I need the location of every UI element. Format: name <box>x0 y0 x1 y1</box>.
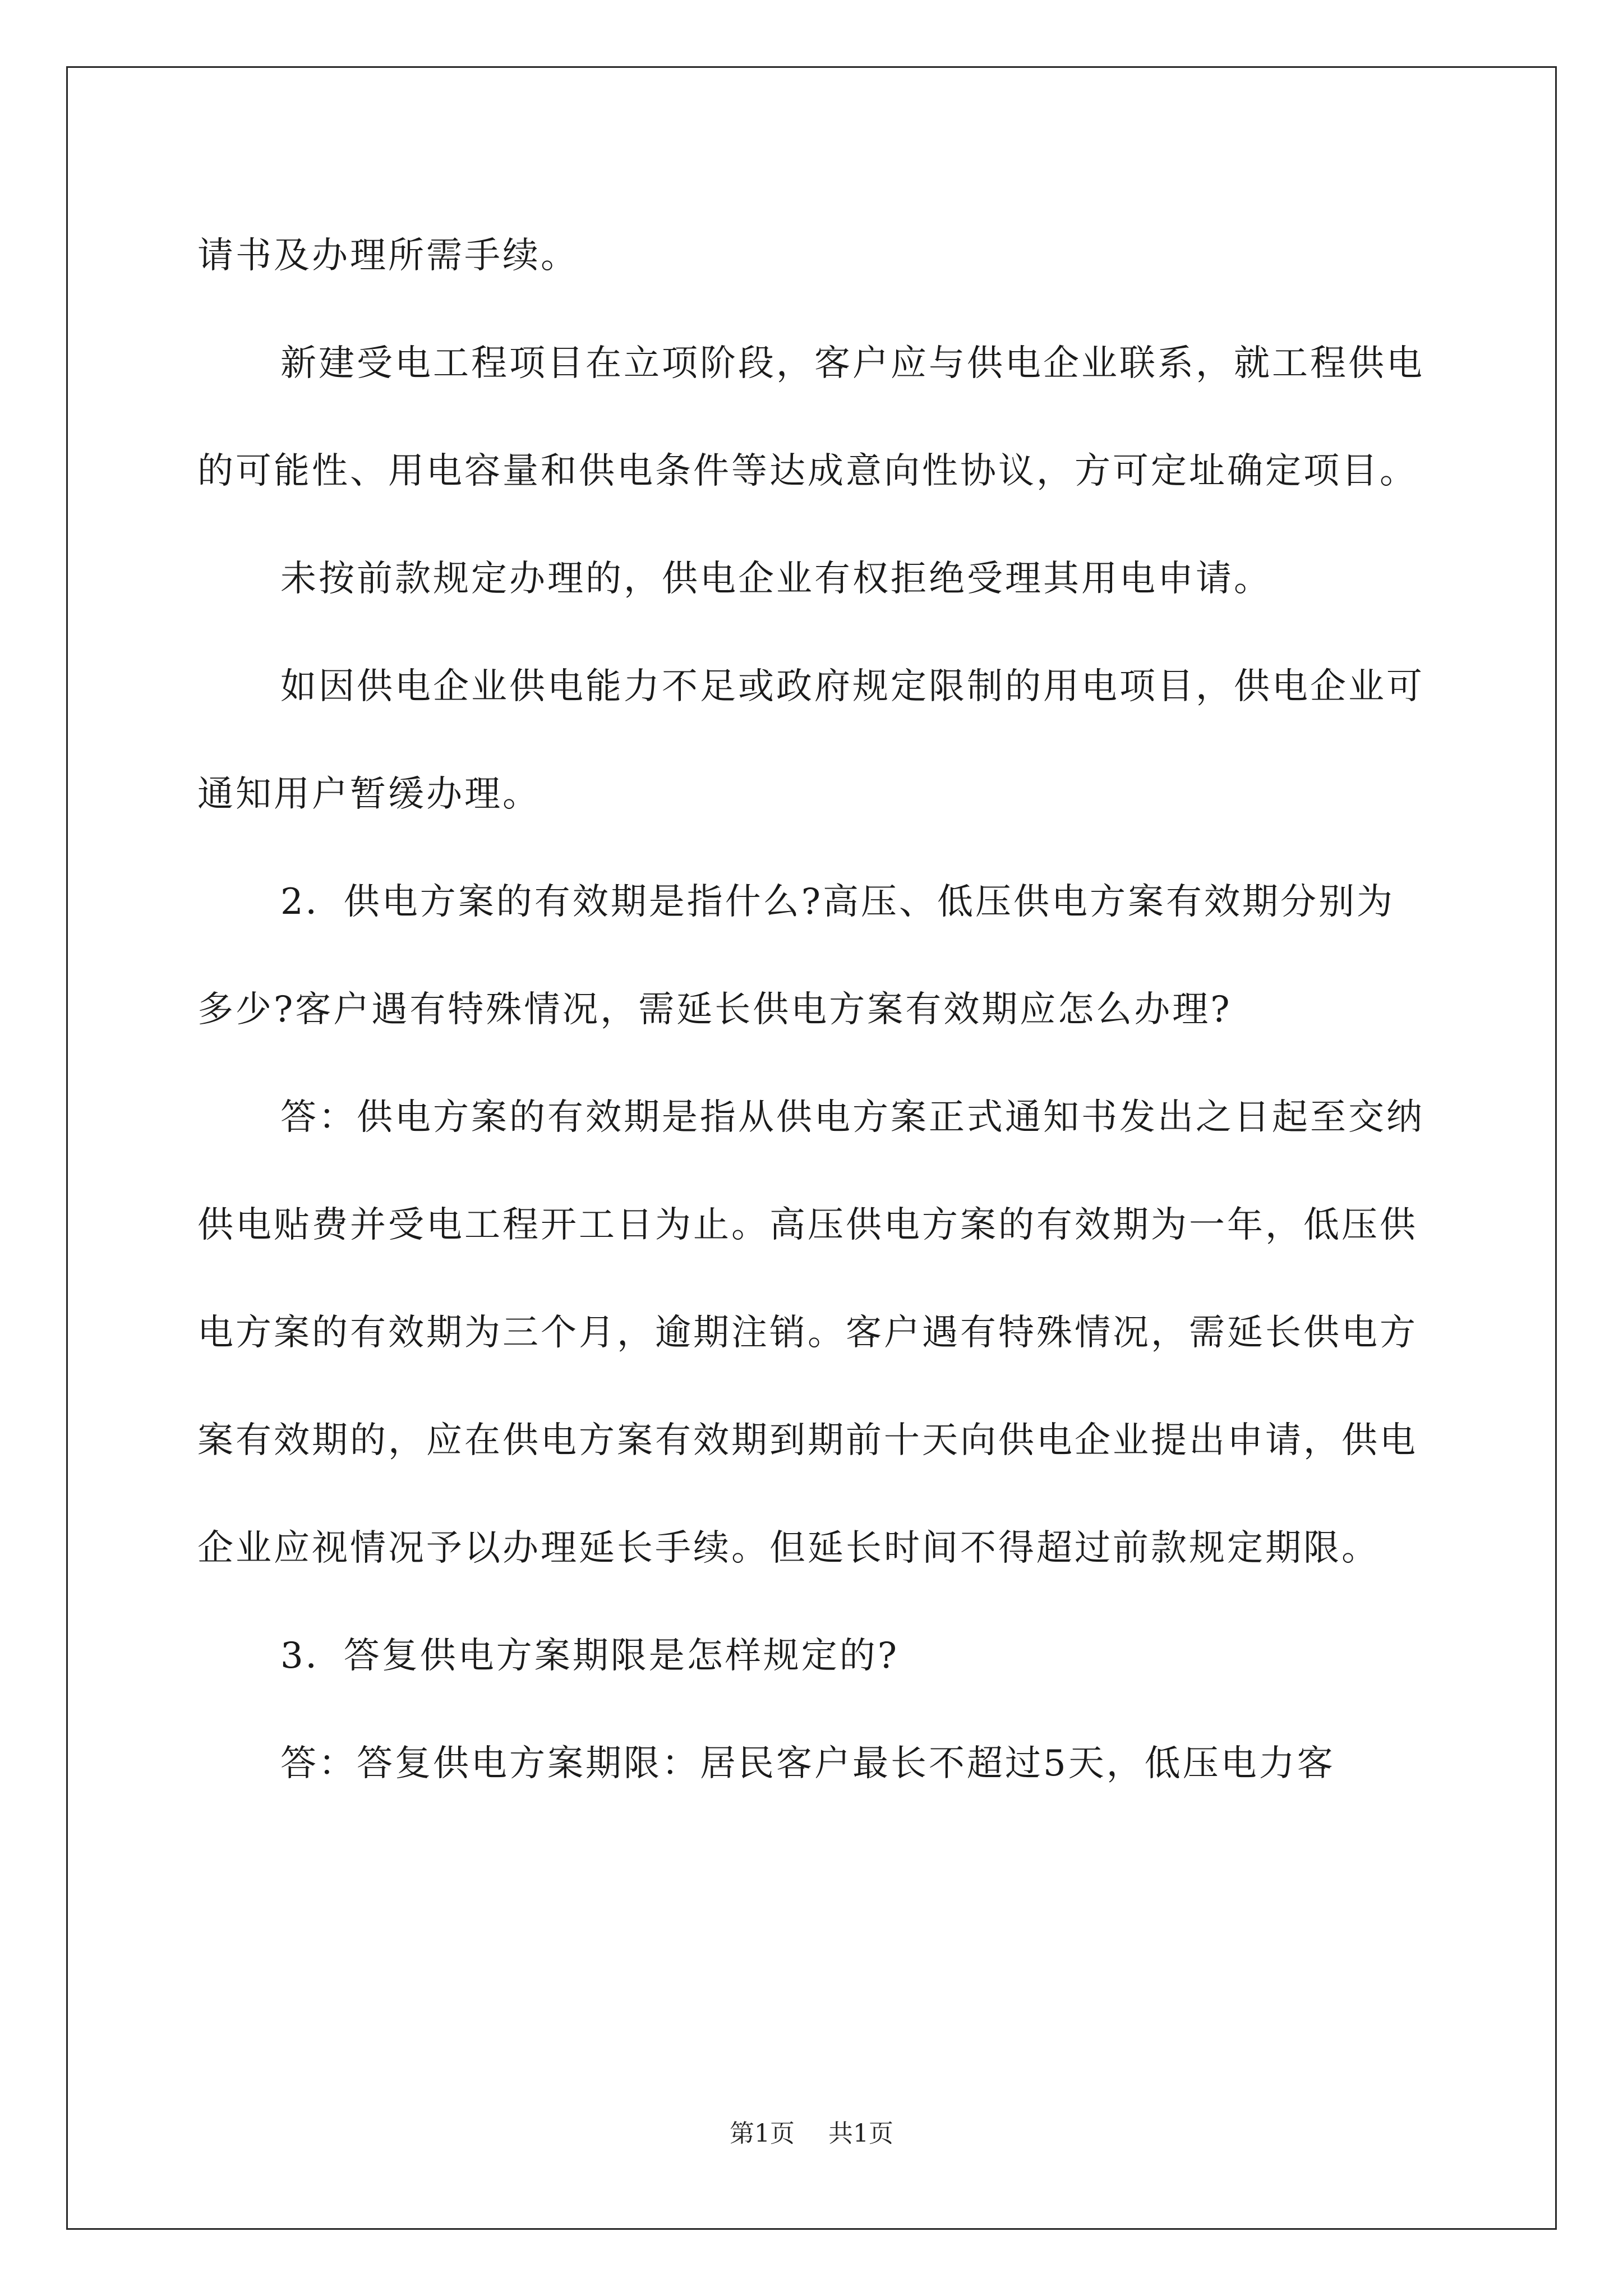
answer-2: 答：供电方案的有效期是指从供电方案正式通知书发出之日起至交纳供电贴费并受电工程开工日为止。高压供电方案的有效期为一年，低压供电方案的有效期为三个月，逾期注销。客户遇有特殊情况，需延长供电方案有效期的，应在供电方案有效期到期前十天向供电企业提出申请，供电企业应视情况予以办理延长手续。但延长时间不得超过前款规定期限。 <box>197 1097 1424 1569</box>
page-footer <box>0 2118 1623 2150</box>
paragraph-3: 未按前款规定办理的，供电企业有权拒绝受理其用电申请。 <box>280 558 1272 600</box>
paragraph-2: 新建受电工程项目在立项阶段，客户应与供电企业联系，就工程供电的可能性、用电容量和供电条件等达成意向性协议，方可定址确定项目。 <box>197 343 1424 492</box>
document-body <box>197 202 1431 1818</box>
paragraph-4: 如因供电企业供电能力不足或政府规定限制的用电项目，供电企业可通知用户暂缓办理。 <box>197 666 1424 815</box>
page-number: 第1页 <box>730 2119 795 2148</box>
question-2: 2．供电方案的有效期是指什么?高压、低压供电方案有效期分别为多少?客户遇有特殊情况，需延长供电方案有效期应怎么办理? <box>197 881 1395 1030</box>
paragraph-1: 请书及办理所需手续。 <box>197 235 579 277</box>
question-3: 3．答复供电方案期限是怎样规定的? <box>280 1635 900 1677</box>
page-total: 共1页 <box>828 2119 893 2148</box>
answer-3: 答：答复供电方案期限：居民客户最长不超过5天，低压电力客 <box>280 1743 1335 1784</box>
